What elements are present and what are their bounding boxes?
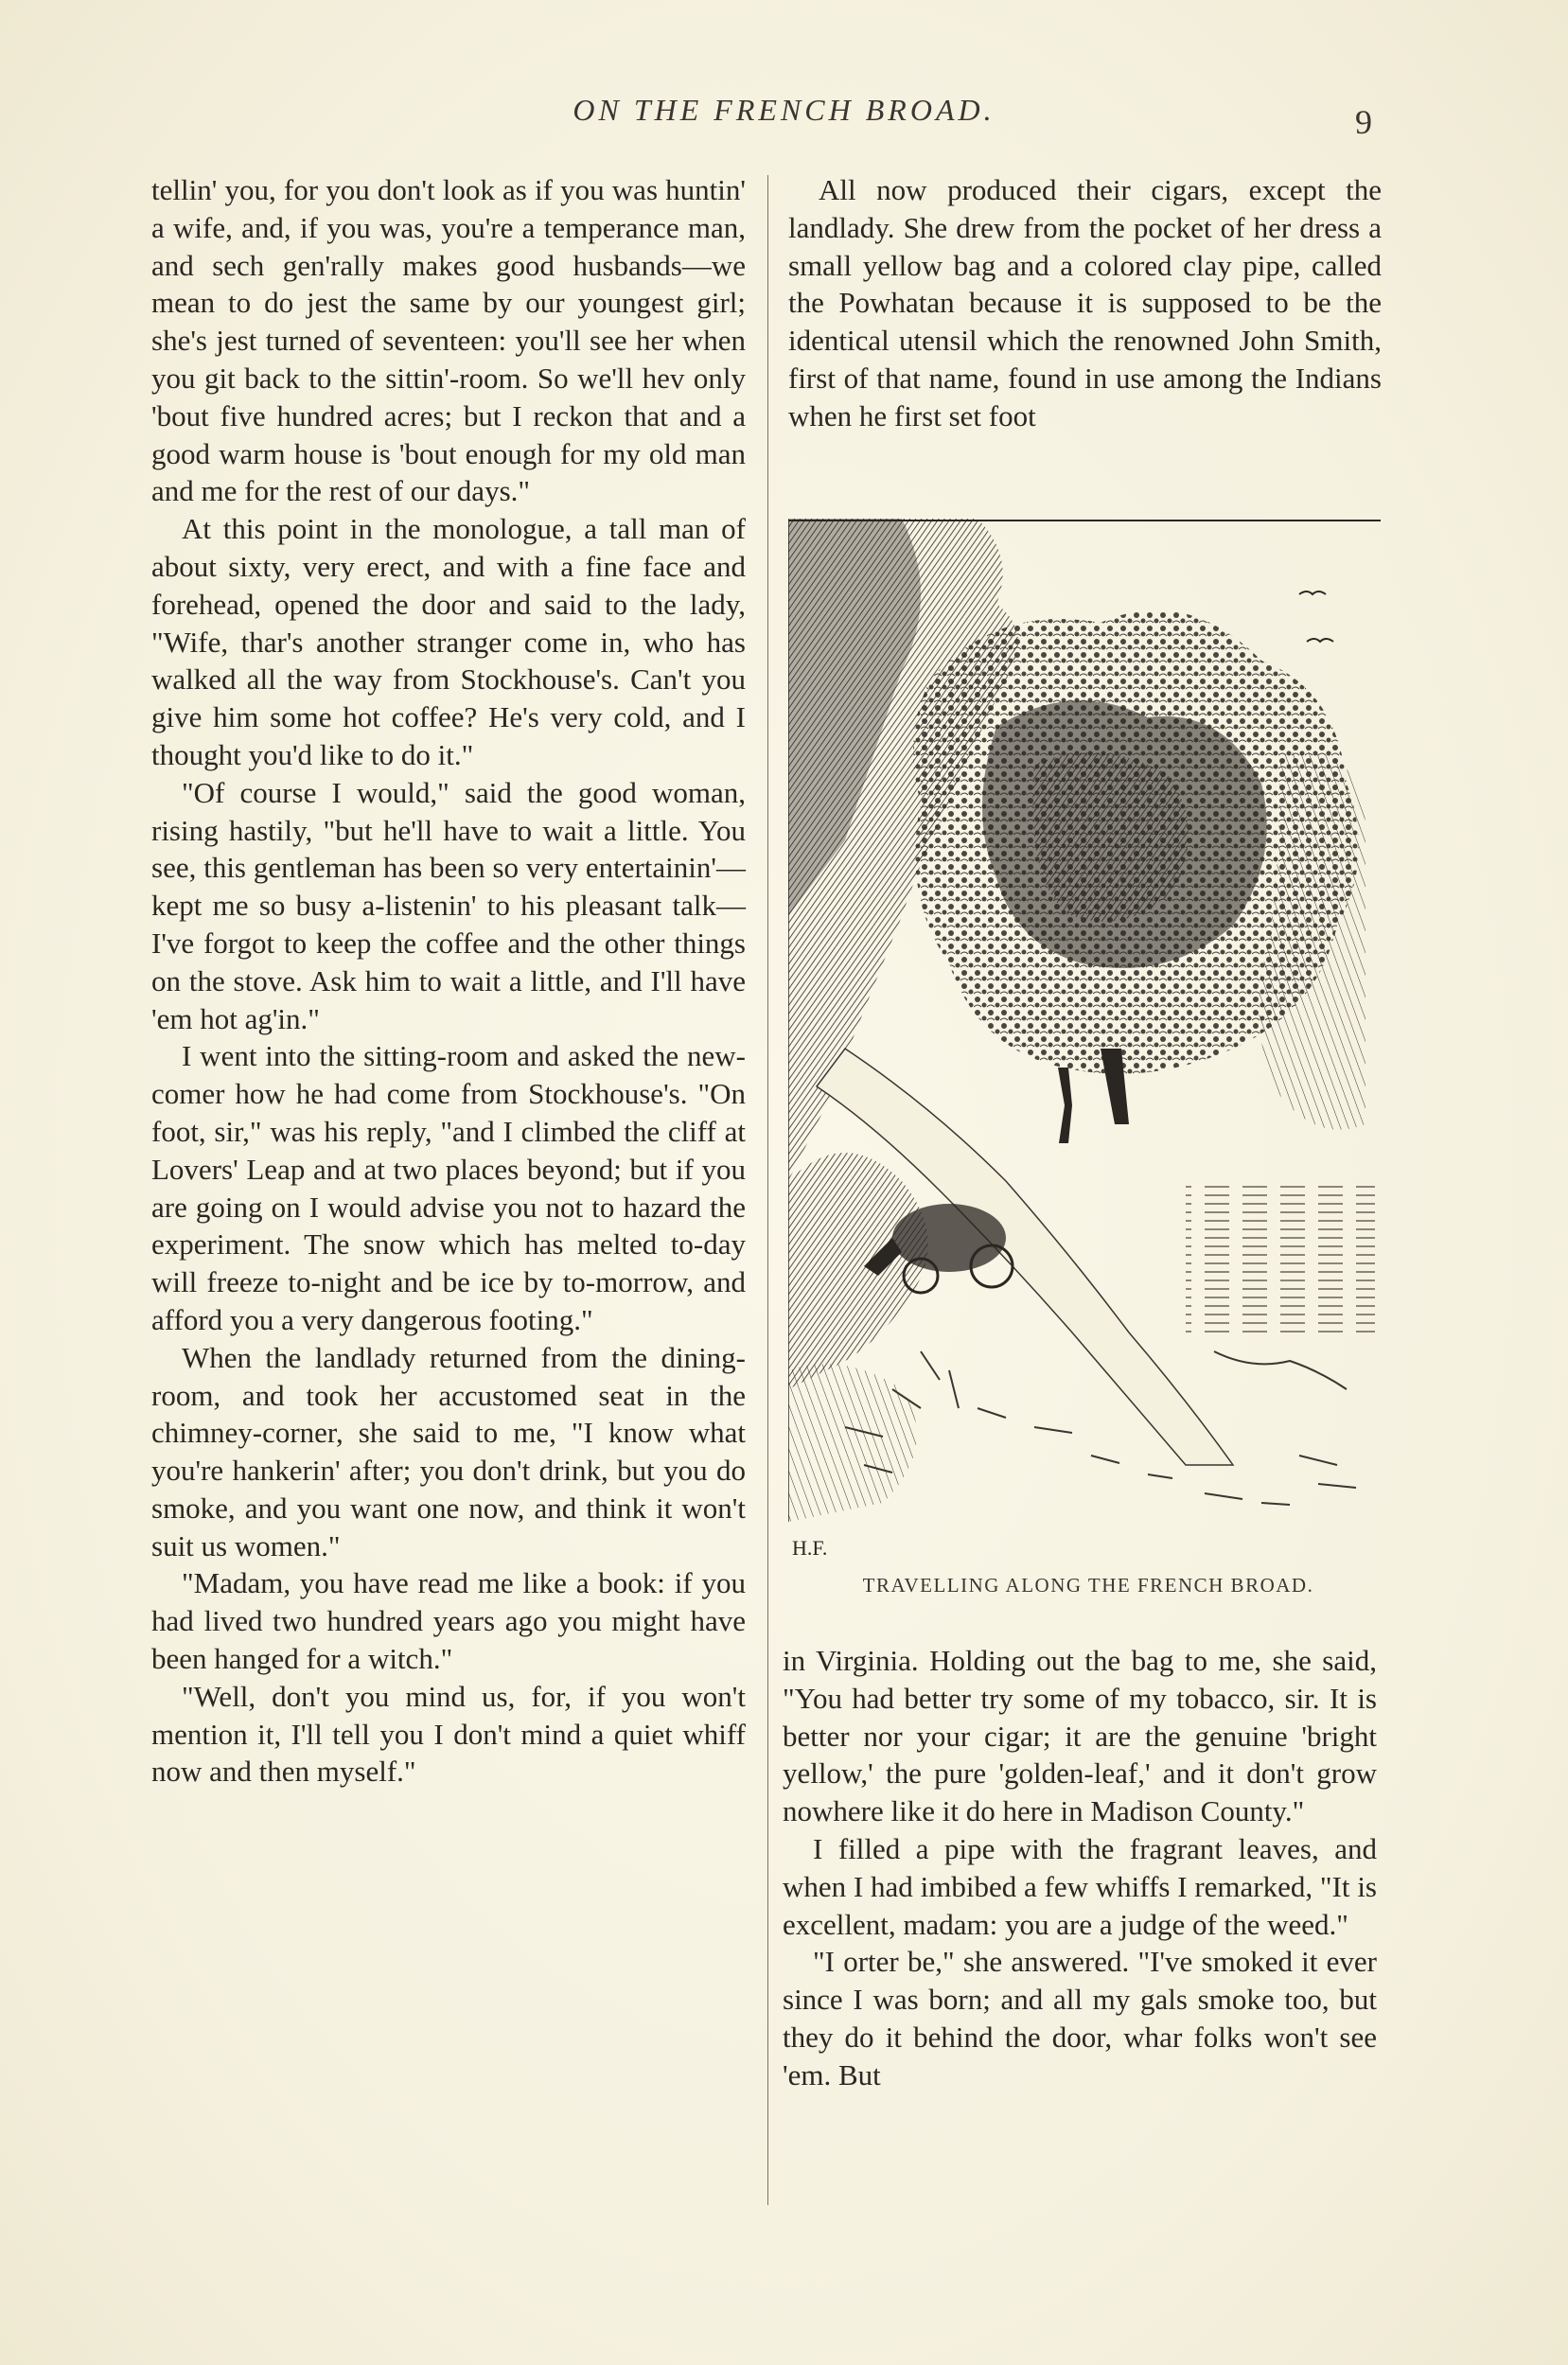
right-column-bottom: [783, 1642, 1377, 2094]
illustration-caption: TRAVELLING ALONG THE FRENCH BROAD.: [862, 1574, 1314, 1597]
paragraph: "Of course I would," said the good woman, rising hastily, "but he'll have to wait a little. You see, this gentleman has been so very entertainin'—kept me so busy a-listenin' to his pleasant talk—I've forgot to keep the coffee and the other things on the stove. Ask him to wait a little, and I'll have 'em hot ag'in.": [151, 775, 746, 1035]
artist-signature: H.F.: [792, 1536, 828, 1560]
paragraph: "Well, don't you mind us, for, if you won't mention it, I'll tell you I don't mind a quiet whiff now and then myself.": [151, 1679, 746, 1789]
running-title: ON THE FRENCH BROAD.: [573, 93, 995, 127]
paragraph: At this point in the monologue, a tall man of about sixty, very erect, and with a fine face and forehead, opened the door and said to the lady, "Wife, thar's another stranger come in, who has walked all the way from Stockhouse's. Can't you give him some hot coffee? He's very cold, and I thought you'd like to do it.": [151, 512, 746, 771]
left-column: [151, 171, 746, 1791]
paragraph: All now produced their cigars, except the landlady. She drew from the pocket of her dress a small yellow bag and a colored clay pipe, called the Powhatan because it is supposed to be the identical utensil which the renowned John Smith, first of that name, found in use among the Indians when he first set foot: [788, 173, 1382, 432]
paragraph: I filled a pipe with the fragrant leaves, and when I had imbibed a few whiffs I remarked, "It is excellent, madam: you are a judge of the weed.": [783, 1831, 1377, 1941]
page-number: 9: [1355, 103, 1372, 141]
paragraph: I went into the sitting-room and asked the new-comer how he had come from Stockhouse's. "On foot, sir," was his reply, "and I climbed the cliff at Lovers' Leap and at two places beyond; but if you are going on I would advise you not to hazard the experiment. The snow which has melted to-day will freeze to-night and be ice by to-morrow, and afford you a very dangerous footing.": [151, 1039, 746, 1336]
paragraph: tellin' you, for you don't look as if you was huntin' a wife, and, if you was, you're a temperance man, and sech gen'rally makes good husbands—we mean to do jest the same by our youngest girl; she's jest turned of seventeen: you'll see her when you git back to the sittin'-room. So we'll hev only 'bout five hundred acres; but I reckon that and a good warm house is 'bout enough for my old man and me for the rest of our days.": [151, 173, 746, 508]
engraving-illustration: [788, 519, 1388, 1567]
paragraph: "I orter be," she answered. "I've smoked it ever since I was born; and all my gals smoke too, but they do it behind the door, whar folks won't see 'em. But: [783, 1945, 1377, 2091]
right-column-top: [788, 171, 1382, 435]
paragraph: "Madam, you have read me like a book: if you had lived two hundred years ago you might have been hanged for a witch.": [151, 1566, 746, 1676]
column-divider: [767, 175, 768, 2205]
paragraph: in Virginia. Holding out the bag to me, she said, "You had better try some of my tobacco, sir. It is better nor your cigar; it are the genuine 'bright yellow,' the pure 'golden-leaf,' and it don't grow nowhere like it do here in Madison County.": [783, 1644, 1377, 1828]
paragraph: When the landlady returned from the dining-room, and took her accustomed seat in the chimney-corner, she said to me, "I know what you're hankerin' after; you don't drink, but you do smoke, and you want one now, and think it won't suit us women.": [151, 1340, 746, 1562]
bird-icon: [1299, 591, 1326, 594]
